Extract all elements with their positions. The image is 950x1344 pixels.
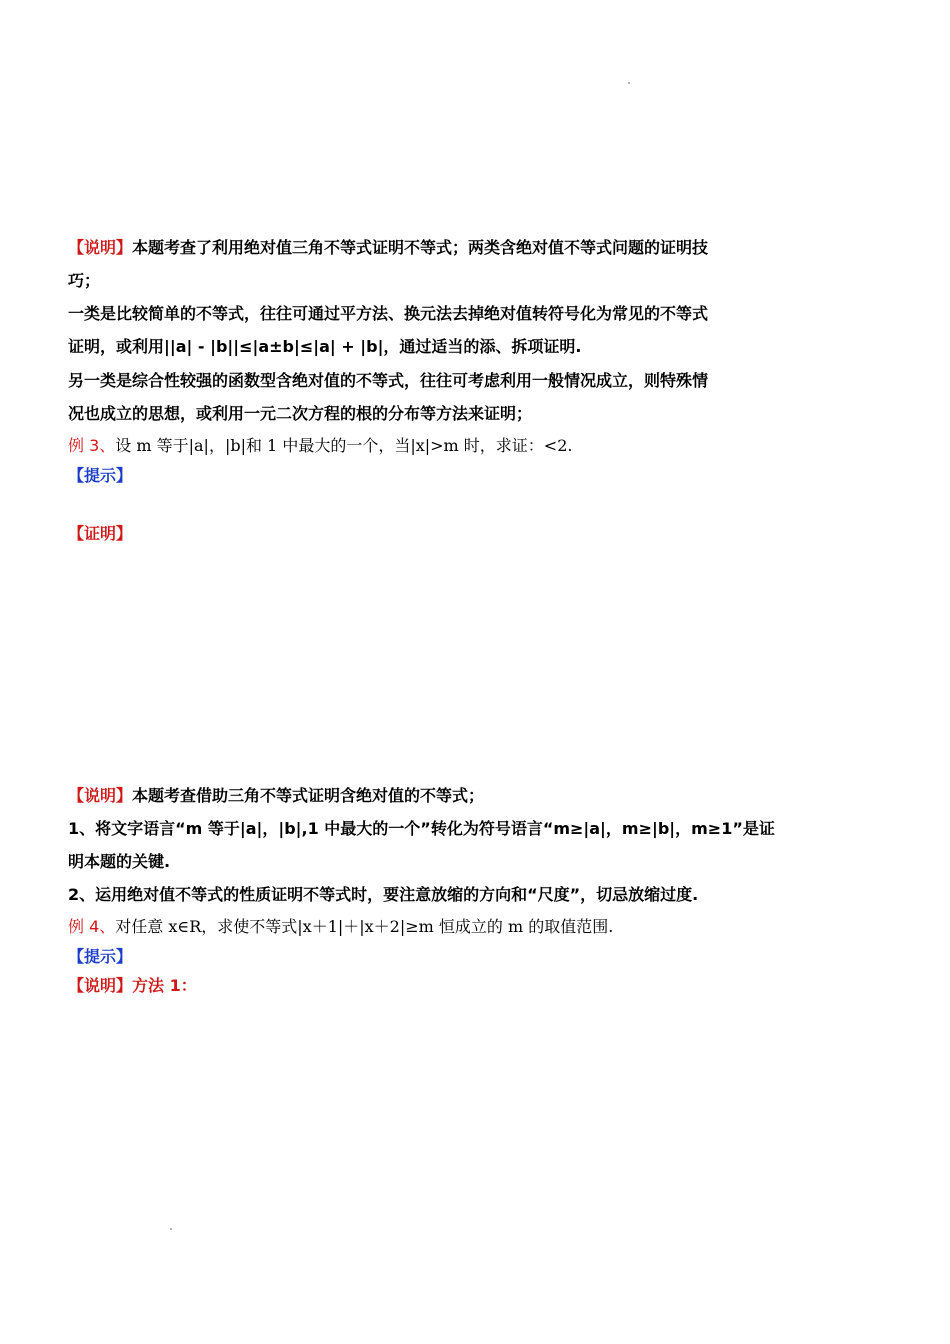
- note-line-5: 另一类是综合性较强的函数型含绝对值的不等式，往往可考虑利用一般情况成立，则特殊情: [68, 371, 709, 390]
- note2-text: 本题考查借助三角不等式证明含绝对值的不等式；: [132, 786, 485, 805]
- example-3: [68, 436, 572, 456]
- note2-line-1: [68, 786, 484, 806]
- note-line-1: [68, 238, 708, 258]
- note-line-4: 证明，或利用||a| - |b||≤|a±b|≤|a| + |b|，通过适当的添、拆项证明.: [68, 337, 582, 356]
- proof-heading: [68, 524, 132, 544]
- page-speck: [170, 1228, 172, 1230]
- note2-tag: 【说明】: [68, 786, 133, 805]
- note-text: 本题考查了利用绝对值三角不等式证明不等式；两类含绝对值不等式问题的证明技: [132, 238, 709, 257]
- note2-line-3: 明本题的关键.: [68, 852, 171, 871]
- note-line-3: 一类是比较简单的不等式，往往可通过平方法、换元法去掉绝对值转符号化为常见的不等式: [68, 304, 709, 323]
- hint2-tag: 【提示】: [68, 947, 133, 966]
- note-line-2: 巧；: [68, 271, 101, 290]
- example-3-text: 设 m 等于|a|，|b|和 1 中最大的一个，当|x|>m 时，求证：<2.: [115, 436, 573, 455]
- example-4: [68, 917, 613, 937]
- note2-line-2: 1、将文字语言“m 等于|a|，|b|,1 中最大的一个”转化为符号语言“m≥|a|，m≥|b|，m≥1”是证: [68, 819, 775, 838]
- note-tag: 【说明】: [68, 238, 133, 257]
- hint-heading: [68, 466, 132, 486]
- page-speck: [628, 82, 630, 84]
- note3-tag: 【说明】: [68, 976, 133, 995]
- note3-heading: [68, 976, 197, 996]
- note2-line-4: 2、运用绝对值不等式的性质证明不等式时，要注意放缩的方向和“尺度”，切忌放缩过度.: [68, 885, 699, 904]
- hint-tag: 【提示】: [68, 466, 133, 485]
- example-3-label: 例 3、: [68, 436, 116, 455]
- proof-tag: 【证明】: [68, 524, 133, 543]
- note-line-6: 况也成立的思想，或利用一元二次方程的根的分布等方法来证明；: [68, 404, 533, 423]
- example-4-label: 例 4、: [68, 917, 116, 936]
- hint2-heading: [68, 947, 132, 967]
- example-4-text: 对任意 x∈R，求使不等式|x＋1|＋|x＋2|≥m 恒成立的 m 的取值范围.: [115, 917, 614, 936]
- method-label: 方法 1：: [132, 976, 197, 995]
